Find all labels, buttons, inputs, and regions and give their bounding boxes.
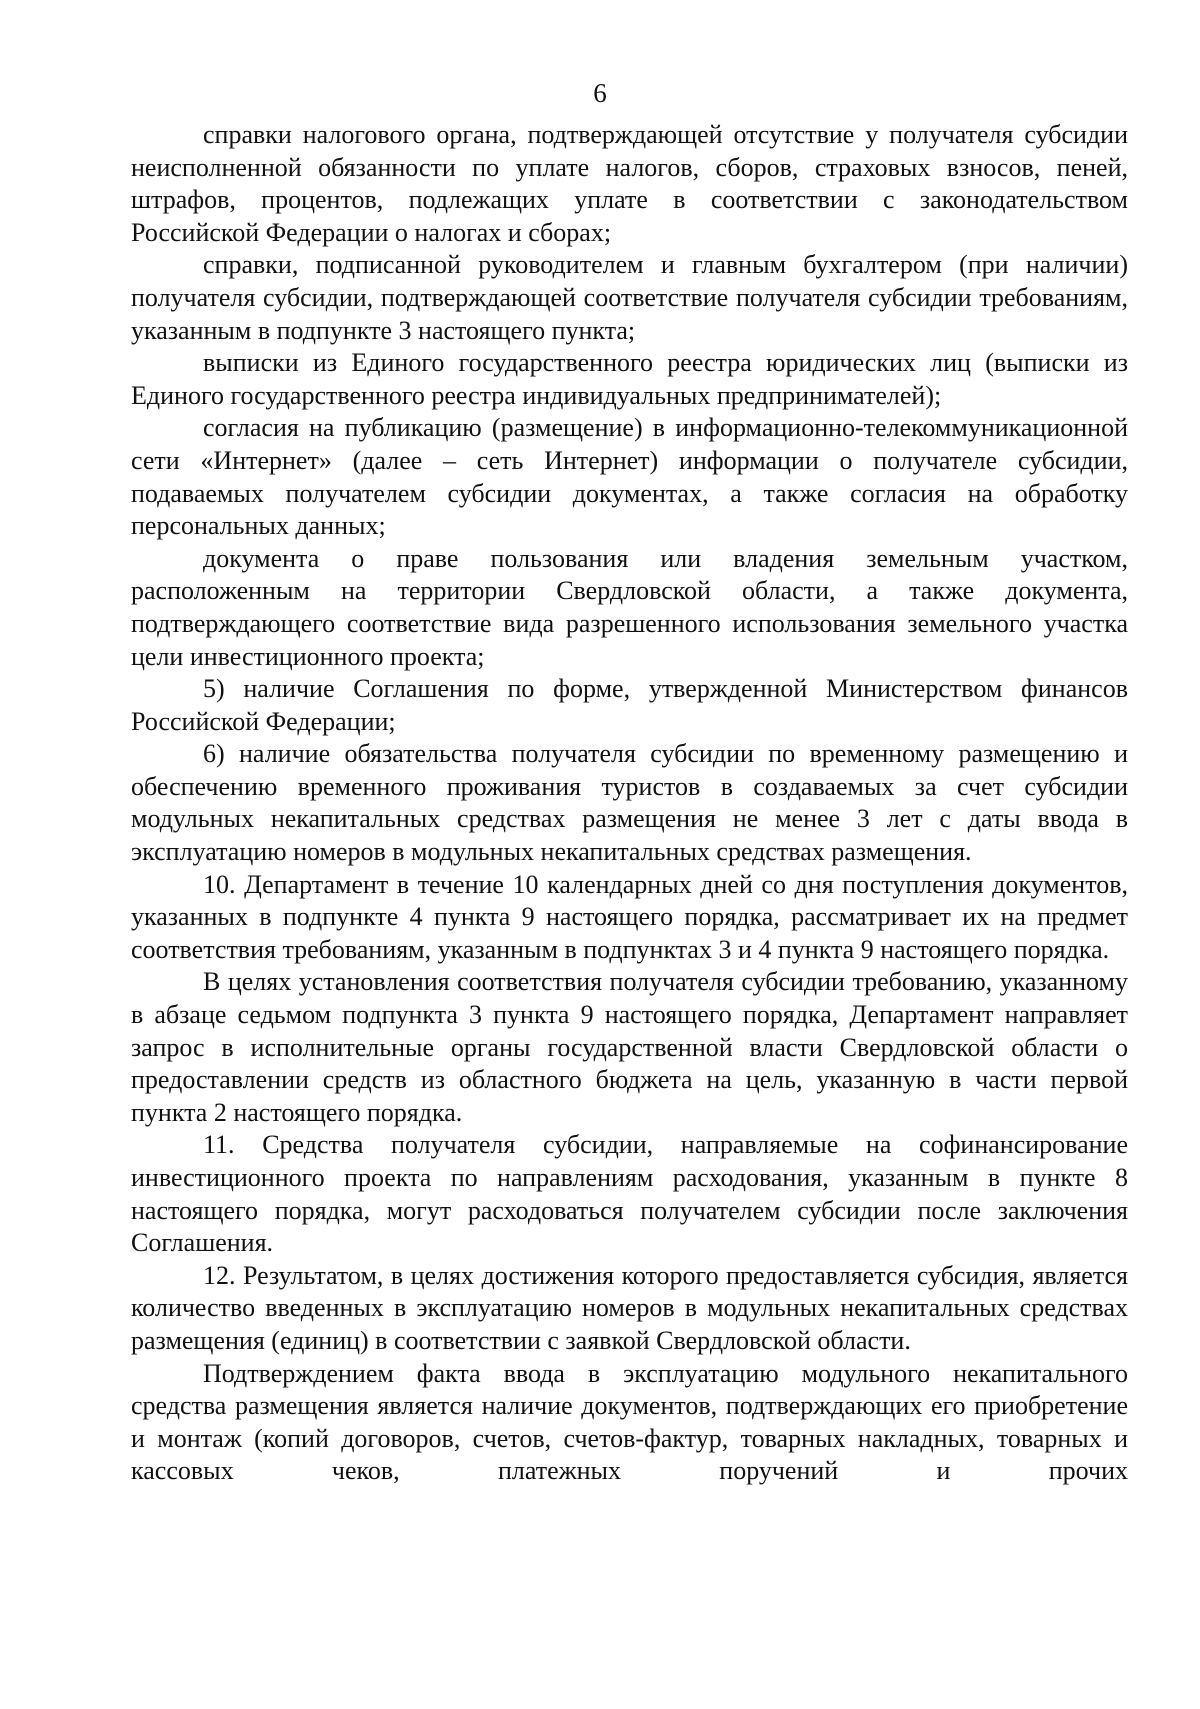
paragraph: выписки из Единого государственного реестра юридических лиц (выписки из Единого государственного реестра индивидуальных предпринимателей); — [131, 348, 1128, 410]
paragraph: 12. Результатом, в целях достижения которого предоставляется субсидия, является количество введенных в эксплуатацию номеров в модульных некапитальных средствах размещения (единиц) в соответствии с заявкой Свердловской области. — [131, 1260, 1128, 1355]
paragraph: справки, подписанной руководителем и главным бухгалтером (при наличии) получателя субсидии, подтверждающей соответствие получателя субсидии требованиям, указанным в подпункте 3 настоящего пункта; — [131, 250, 1128, 345]
paragraph: 6) наличие обязательства получателя субсидии по временному размещению и обеспечению временного проживания туристов в создаваемых за счет субсидии модульных некапитальных средствах размещения не менее 3 лет с даты ввода в эксплуатацию номеров в модульных некапитальных средствах размещения. — [131, 739, 1128, 867]
paragraph: согласия на публикацию (размещение) в информационно-телекоммуникационной сети «Интернет» (далее – сеть Интернет) информации о получателе субсидии, подаваемых получателем субсидии документах, а также согласия на обработку персональных данных; — [131, 413, 1128, 541]
page-number: 6 — [593, 78, 607, 108]
paragraph-continued: Подтверждением факта ввода в эксплуатацию модульного некапитального средства размещения является наличие документов, подтверждающих его приобретение и монтаж (копий договоров, счетов, счетов-фактур, товарных накладных, товарных и кассовых чеков, платежных поручений и прочих — [131, 1358, 1128, 1486]
paragraph: 11. Средства получателя субсидии, направляемые на софинансирование инвестиционного проекта по направлениям расходования, указанным в пункте 8 настоящего порядка, могут расходоваться получателем субсидии после заключения Соглашения. — [131, 1130, 1128, 1258]
paragraph: 5) наличие Соглашения по форме, утвержденной Министерством финансов Российской Федерации; — [131, 674, 1128, 736]
paragraph: документа о праве пользования или владения земельным участком, расположенным на территории Свердловской области, а также документа, подтверждающего соответствие вида разрешенного использования земельного участка цели инвестиционного проекта; — [131, 543, 1128, 671]
paragraph: справки налогового органа, подтверждающей отсутствие у получателя субсидии неисполненной обязанности по уплате налогов, сборов, страховых взносов, пеней, штрафов, процентов, подлежащих уплате в соответствии с законодательством Российской Федерации о налогах и сборах; — [131, 120, 1128, 247]
paragraph: В целях установления соответствия получателя субсидии требованию, указанному в абзаце седьмом подпункта 3 пункта 9 настоящего порядка, Департамент направляет запрос в исполнительные органы государственной власти Свердловской области о предоставлении средств из областного бюджета на цель, указанную в части первой пункта 2 настоящего порядка. — [131, 967, 1128, 1127]
document-body — [131, 119, 1128, 1488]
paragraph: 10. Департамент в течение 10 календарных дней со дня поступления документов, указанных в подпункте 4 пункта 9 настоящего порядка, рассматривает их на предмет соответствия требованиям, указанным в подпунктах 3 и 4 пункта 9 настоящего порядка. — [131, 869, 1128, 964]
